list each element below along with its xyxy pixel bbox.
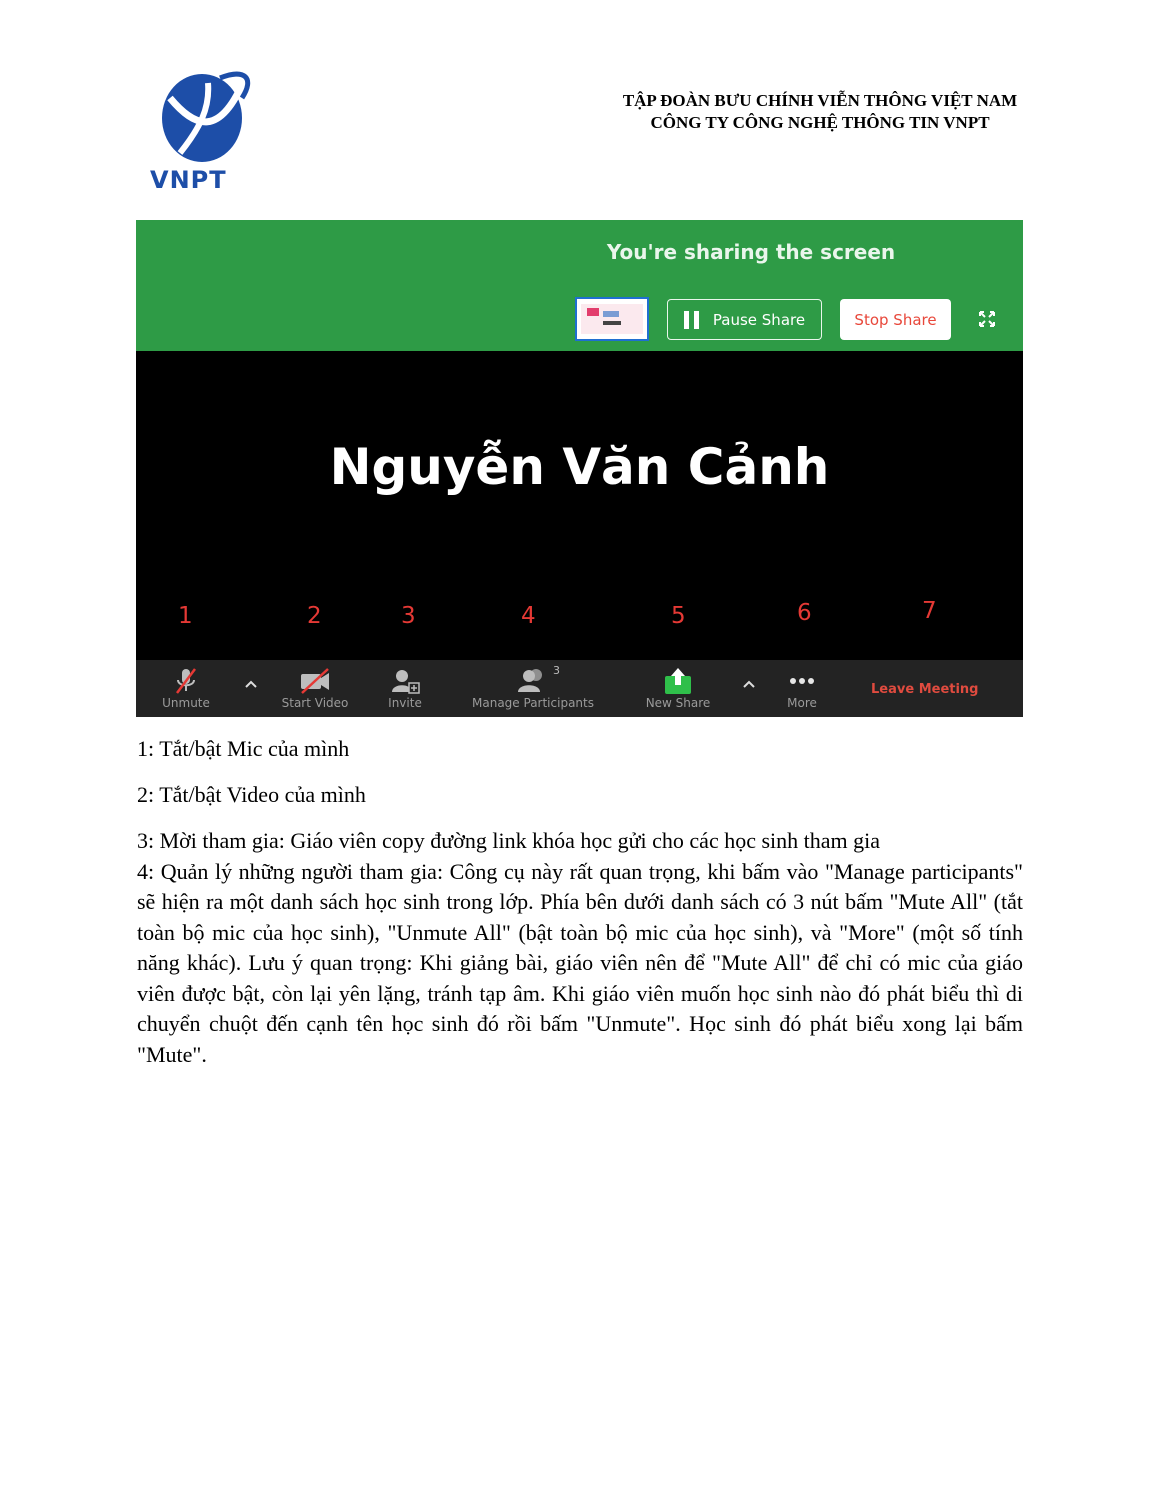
items-3-4-block — [137, 826, 1023, 1070]
leave-meeting-button[interactable]: Leave Meeting — [871, 682, 979, 697]
invite-user-icon — [388, 666, 422, 696]
manage-participants-label: Manage Participants — [472, 696, 594, 710]
new-share-label: New Share — [645, 696, 711, 710]
marker-2: 2 — [307, 603, 322, 629]
unmute-button[interactable] — [151, 660, 221, 717]
zoom-screenshot — [136, 220, 1023, 717]
start-video-label: Start Video — [281, 696, 349, 710]
org-line-1: TẬP ĐOÀN BƯU CHÍNH VIỄN THÔNG VIỆT NAM — [622, 91, 1018, 110]
expand-icon[interactable] — [979, 311, 995, 327]
more-dots-icon — [785, 666, 819, 696]
item-2-text: 2: Tắt/bật Video của mình — [137, 782, 366, 807]
new-share-button[interactable] — [638, 660, 718, 717]
participant-count: 3 — [553, 664, 560, 677]
marker-5: 5 — [671, 603, 686, 629]
participants-icon — [515, 666, 551, 696]
marker-6: 6 — [797, 600, 812, 626]
vnpt-logo-mark — [150, 68, 260, 168]
more-button[interactable] — [772, 660, 832, 717]
meeting-toolbar — [136, 660, 1023, 717]
marker-3: 3 — [401, 603, 416, 629]
share-options-caret-icon[interactable] — [741, 678, 757, 690]
audio-options-caret-icon[interactable] — [243, 678, 259, 690]
invite-label: Invite — [388, 696, 422, 710]
pause-share-label: Pause Share — [712, 310, 806, 329]
invite-button[interactable] — [375, 660, 435, 717]
item-3-text: 3: Mời tham gia: Giáo viên copy đường link khóa học gửi cho các học sinh tham gia — [137, 828, 881, 853]
marker-7: 7 — [922, 598, 937, 624]
stop-share-label: Stop Share — [854, 310, 937, 329]
pause-icon — [684, 311, 699, 329]
more-label: More — [787, 696, 817, 710]
vnpt-logo — [150, 68, 260, 193]
marker-4: 4 — [521, 603, 536, 629]
stop-share-button[interactable] — [840, 299, 951, 340]
logo-text: VNPT — [150, 166, 227, 194]
manage-participants-button[interactable] — [463, 660, 603, 717]
speaker-name: Nguyễn Văn Cảnh — [329, 438, 830, 496]
unmute-label: Unmute — [162, 696, 210, 710]
muted-microphone-icon — [171, 666, 201, 696]
sharing-title: You're sharing the screen — [606, 240, 896, 264]
start-video-button[interactable] — [269, 660, 361, 717]
marker-1: 1 — [178, 603, 193, 629]
item-4-text: 4: Quản lý những người tham gia: Công cụ này rất quan trọng, khi bấm vào "Manage participants" sẽ hiện ra một danh sách học sinh trong lớp. Phía bên dưới danh sách có 3 nút bấm "Mute All" (tắt toàn bộ mic của học sinh), "Unmute All" (bật toàn bộ mic của học sinh), và "More" (một số tính năng khác). Lưu ý quan trọng: Khi giảng bài, giáo viên nên để "Mute All" để chỉ có mic của giáo viên được bật, còn lại yên lặng, tránh tạp âm. Khi giáo viên muốn học sinh nào đó phát biểu thì di chuyển chuột đến cạnh tên học sinh đó rồi bấm "Unmute". Học sinh đó phát biểu xong lại bấm "Mute". — [137, 858, 1023, 1067]
share-screen-icon — [662, 666, 694, 696]
sharing-banner — [136, 220, 1023, 351]
org-line-2: CÔNG TY CÔNG NGHỆ THÔNG TIN VNPT — [650, 113, 990, 132]
organization-header — [560, 90, 1080, 134]
item-1-text: 1: Tắt/bật Mic của mình — [137, 736, 350, 761]
shared-screen-thumbnail[interactable] — [575, 297, 649, 341]
video-off-icon — [298, 666, 332, 696]
pause-share-button[interactable] — [667, 299, 822, 340]
